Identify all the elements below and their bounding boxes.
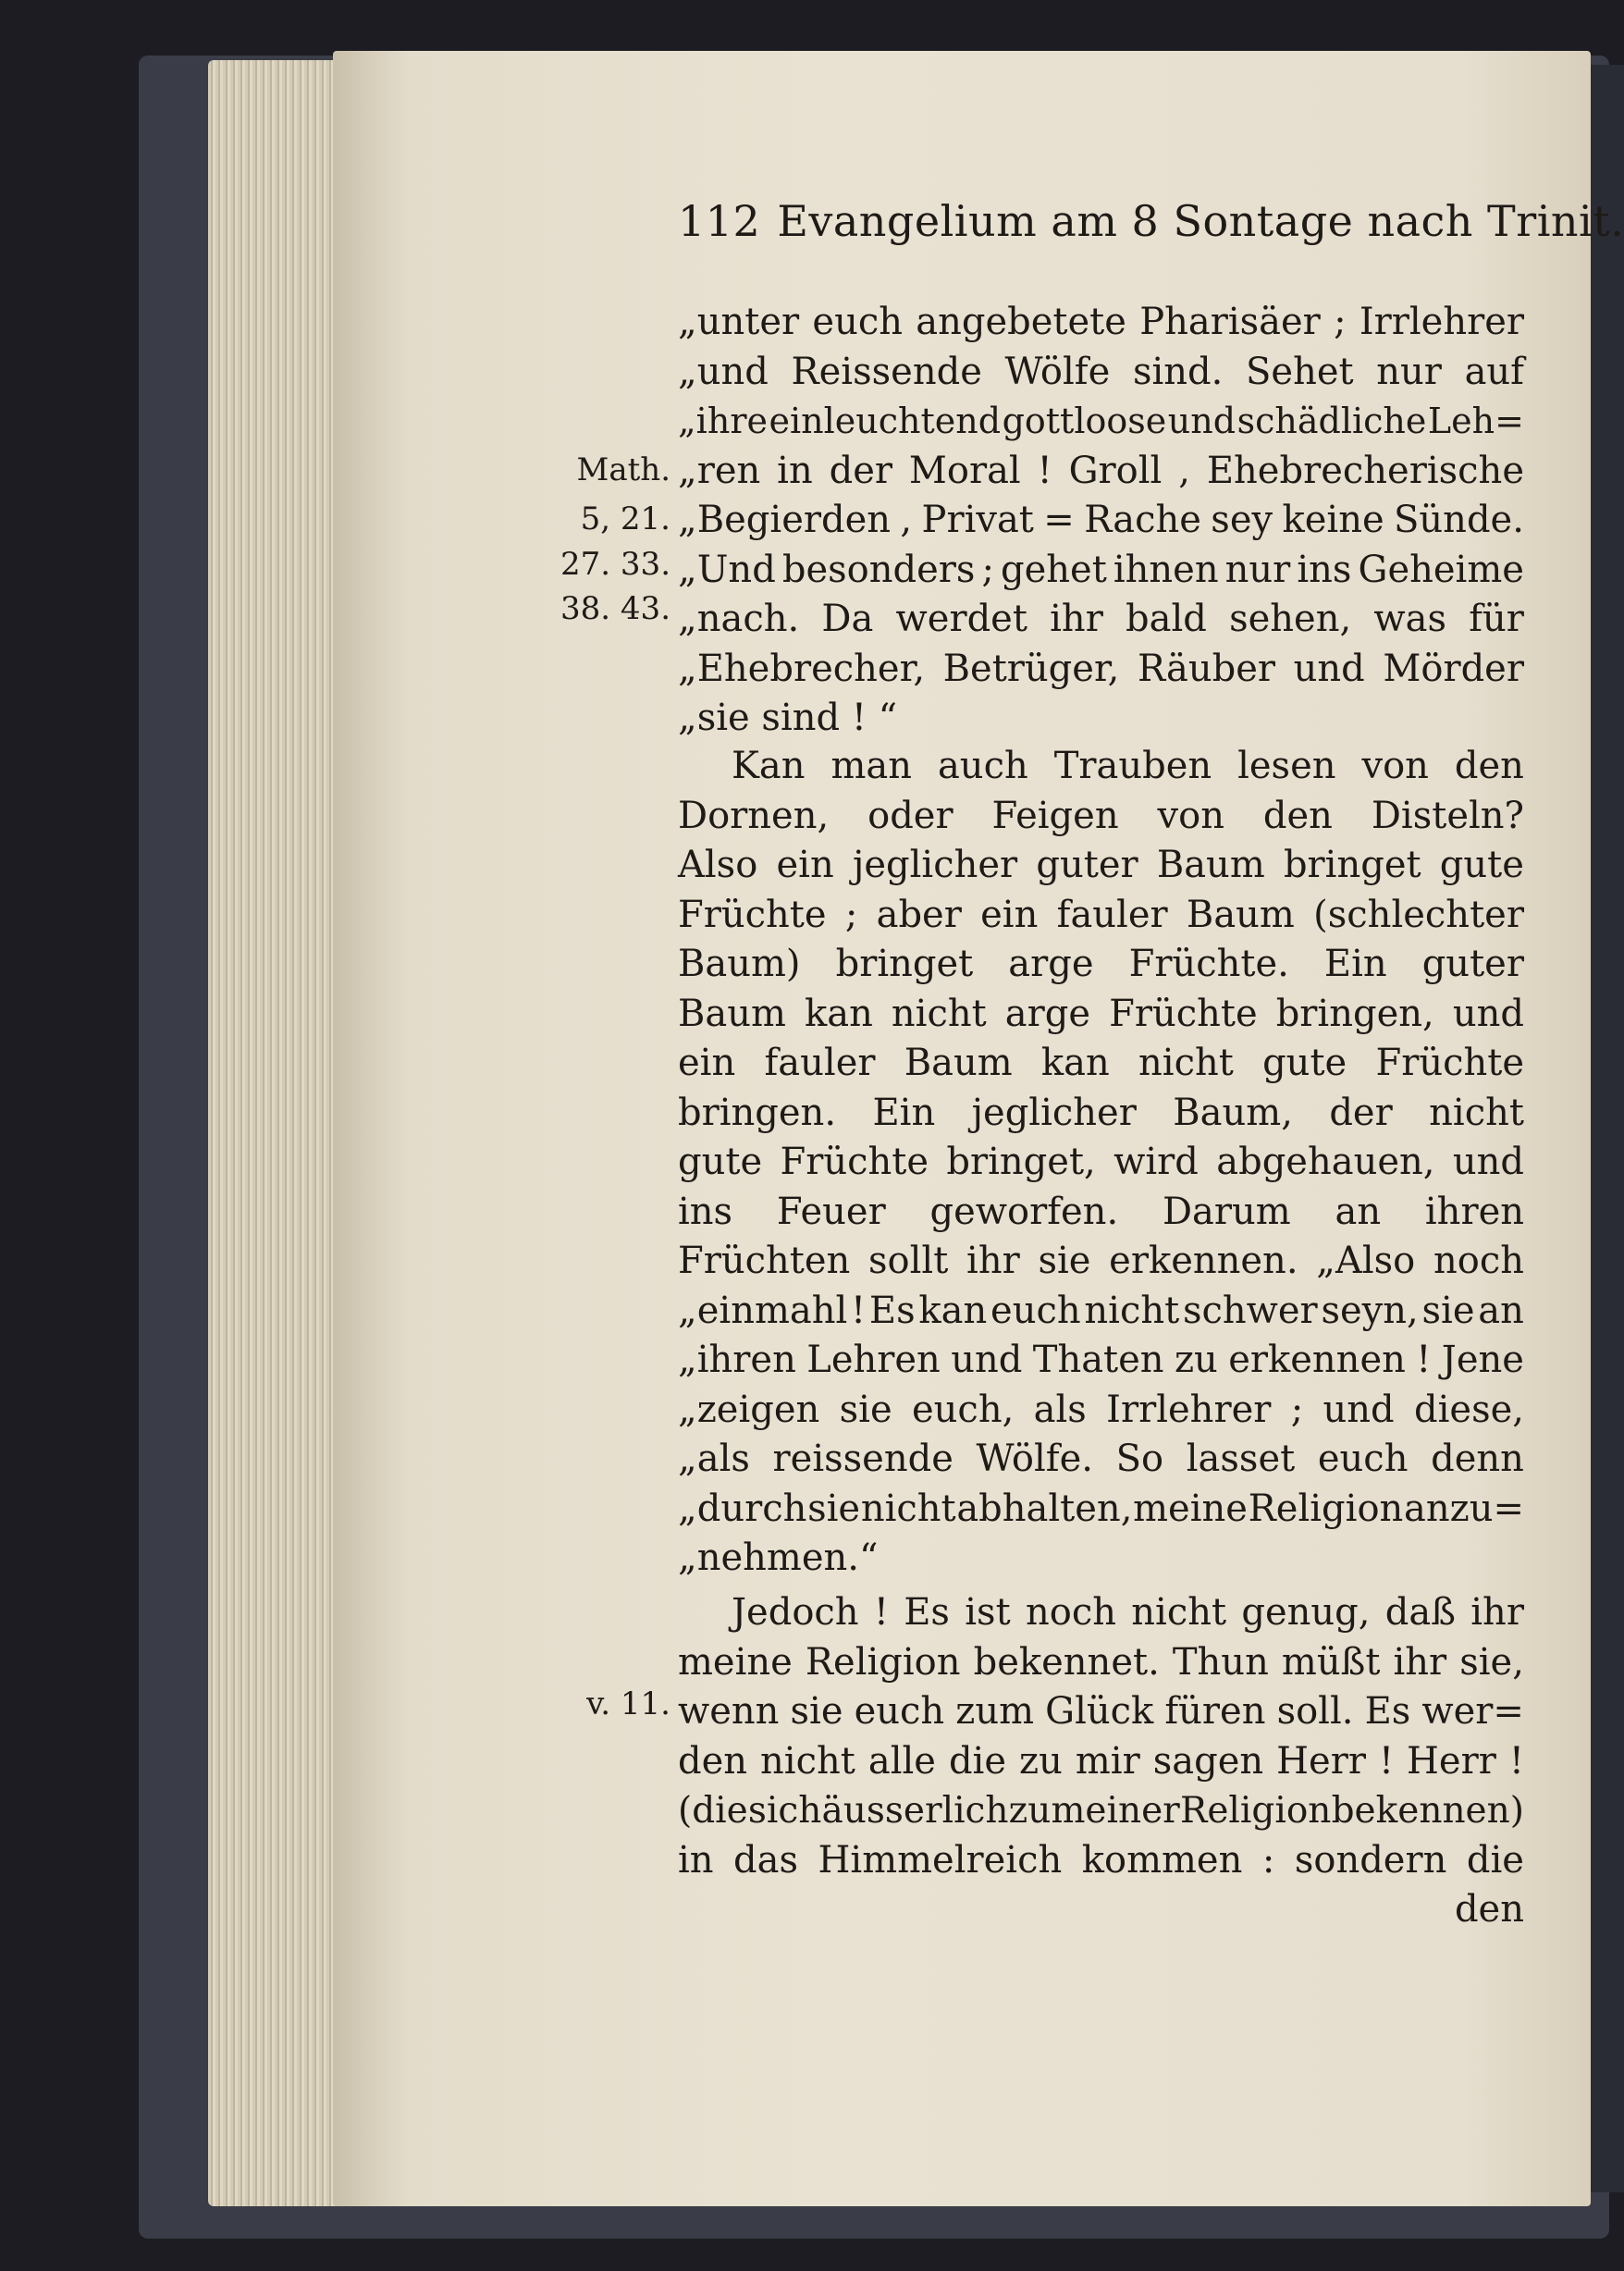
margin-note: 38. 43. (560, 590, 671, 627)
text-line: in das Himmelreich kommen : sondern die (678, 1838, 1524, 1882)
margin-note: 5, 21. (580, 500, 671, 537)
text-line: bringen. Ein jeglicher Baum, der nicht (678, 1091, 1524, 1134)
text-line: Baum kan nicht arge Früchte bringen, und (678, 992, 1524, 1035)
text-line: den nicht alle die zu mir sagen Herr ! Herr ! (678, 1739, 1524, 1783)
text-line: meine Religion bekennet. Thun müßt ihr sie, (678, 1640, 1524, 1684)
paragraph-quote (678, 298, 1524, 744)
page-edges (208, 60, 347, 2206)
text-line: „einmahl ! Es kan euch nicht schwer seyn, sie an (678, 1289, 1524, 1332)
text-line: Baum) bringet arge Früchte. Ein guter (678, 943, 1524, 985)
margin-note: v. 11. (586, 1685, 671, 1722)
paragraph-fruits (678, 742, 1524, 1584)
text-line: Früchten sollt ihr sie erkennen. „Also noch (678, 1240, 1524, 1282)
catchword: den (1454, 1888, 1524, 1931)
text-line: Jedoch ! Es ist noch nicht genug, daß ihr (732, 1591, 1524, 1634)
text-line: „nach. Da werdet ihr bald sehen, was für (678, 598, 1524, 640)
text-line: wenn sie euch zum Glück füren soll. Es wer= (678, 1690, 1524, 1733)
text-line: Kan man auch Trauben lesen von den (732, 745, 1524, 787)
text-line: „sie sind ! “ (678, 697, 898, 739)
text-line: „Ehebrecher, Betrüger, Räuber und Mörder (678, 647, 1524, 690)
running-header (678, 196, 1624, 246)
text-line: ein fauler Baum kan nicht gute Früchte (678, 1042, 1524, 1084)
text-line: Früchte ; aber ein fauler Baum (schlechter (678, 893, 1524, 936)
text-line: „Begierden , Privat = Rache sey keine Sünde. (678, 499, 1524, 541)
text-line: „durch sie nicht abhalten, meine Religion anzu= (678, 1487, 1524, 1530)
text-line: „Und besonders ; gehet ihnen nur ins Geheime (678, 548, 1524, 591)
text-line: „nehmen.“ (678, 1537, 879, 1579)
paragraph-jedoch (678, 1588, 1524, 1935)
text-line: „und Reissende Wölfe sind. Sehet nur auf (678, 350, 1524, 393)
text-line: „unter euch angebetete Pharisäer ; Irrlehrer (678, 301, 1524, 343)
text-line: Also ein jeglicher guter Baum bringet gute (678, 844, 1524, 886)
text-line: „als reissende Wölfe. So lasset euch denn (678, 1438, 1524, 1480)
text-line: „ihren Lehren und Thaten zu erkennen ! Jene (678, 1339, 1524, 1381)
text-line: „ren in der Moral ! Groll , Ehebrecherische (678, 449, 1524, 492)
margin-note: 27. 33. (560, 546, 671, 583)
facing-page-edge (1591, 65, 1624, 2192)
page-number: 112 (678, 196, 761, 246)
text-line: „ihre einleuchtend gottloose und schädliche Leh= (678, 401, 1524, 441)
text-line: (die sich äusserlich zu meiner Religion bekennen) (678, 1790, 1524, 1832)
text-line: gute Früchte bringet, wird abgehauen, und (678, 1141, 1524, 1183)
text-line: ins Feuer geworfen. Darum an ihren (678, 1190, 1524, 1233)
text-line: Dornen, oder Feigen von den Disteln? (678, 794, 1524, 837)
running-title: Evangelium am 8 Sontage nach Trinit. (777, 196, 1624, 246)
text-line: „zeigen sie euch, als Irrlehrer ; und diese, (678, 1388, 1524, 1431)
margin-note: Math. (576, 451, 671, 488)
